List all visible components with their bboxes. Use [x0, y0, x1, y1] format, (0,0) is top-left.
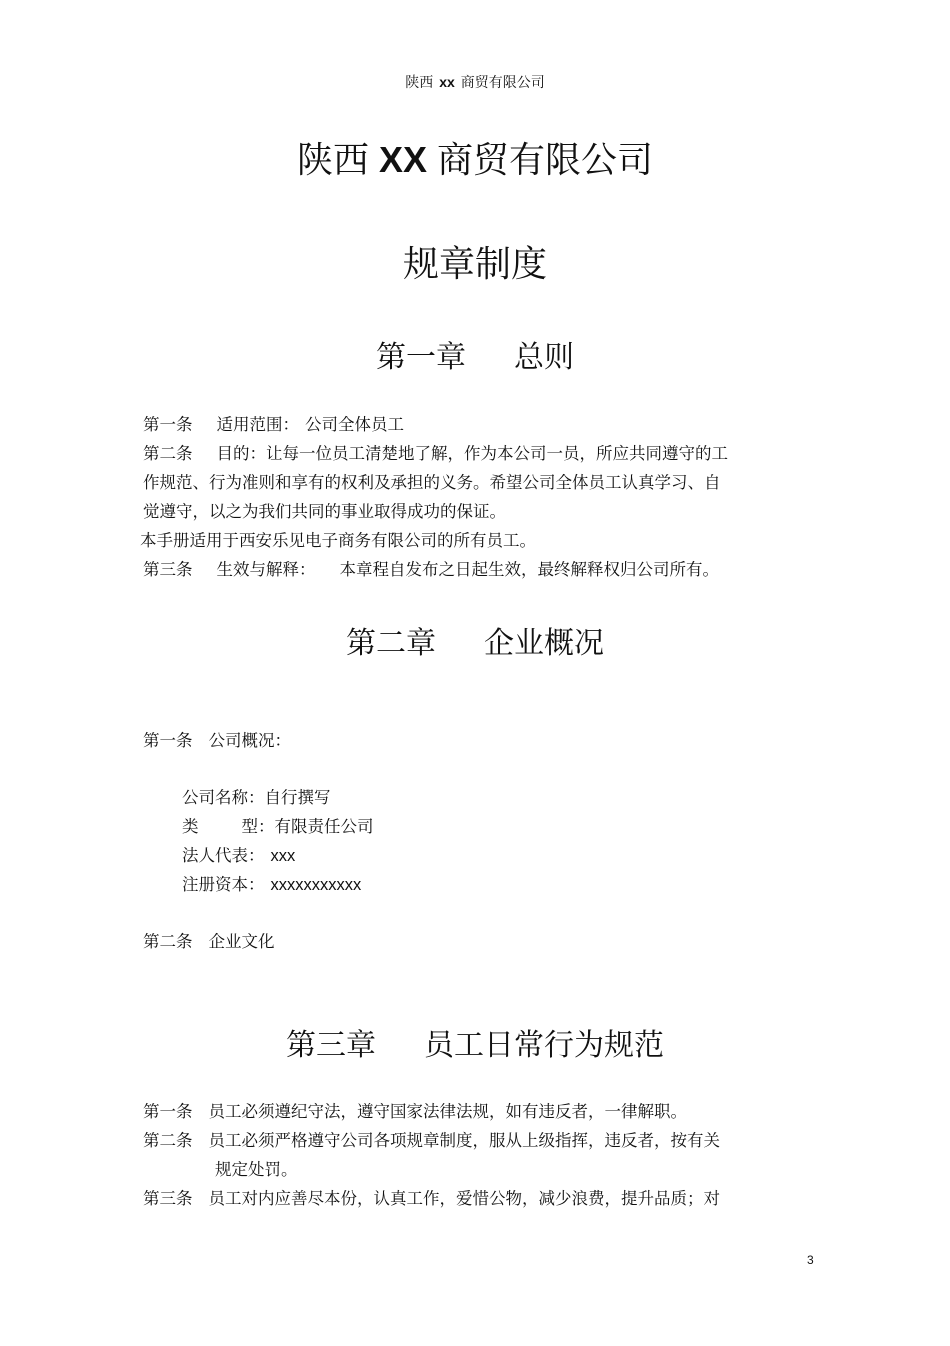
- header-prefix: 陕西: [405, 75, 434, 91]
- running-header: [0, 72, 950, 92]
- ch1-art3-label: 第三条: [143, 560, 193, 579]
- profile-rep-value: xxx: [270, 847, 296, 865]
- ch1-article-2-line-1: [143, 439, 728, 468]
- chapter-2-name: 企业概况: [484, 626, 604, 661]
- document-title: [0, 132, 950, 183]
- ch3-article-2: [143, 1126, 720, 1155]
- ch1-art3-value: 本章程自发布之日起生效，最终解释权归公司所有。: [339, 560, 719, 579]
- ch3-article-3: [143, 1184, 720, 1213]
- chapter-3-number: 第三章: [286, 1028, 376, 1063]
- ch1-art1-value: 公司全体员工: [305, 415, 404, 434]
- chapter-3-heading: [0, 1020, 950, 1064]
- ch3-art3-text: 员工对内应善尽本份，认真工作，爱惜公物，减少浪费，提升品质；对: [208, 1189, 720, 1208]
- ch3-art3-label: 第三条: [143, 1189, 193, 1208]
- chapter-3-name: 员工日常行为规范: [424, 1028, 664, 1063]
- ch3-art2-text-1: 员工必须严格遵守公司各项规章制度，服从上级指挥，违反者，按有关: [208, 1131, 720, 1150]
- profile-name-label: 公司名称：: [182, 788, 265, 807]
- ch2-art1-label: 第一条: [143, 731, 193, 750]
- profile-company-type: [182, 812, 374, 841]
- profile-rep-label: 法人代表：: [182, 846, 265, 865]
- profile-capital-label: 注册资本：: [182, 875, 265, 894]
- chapter-1-heading: [0, 332, 950, 376]
- ch2-article-2: [143, 927, 275, 956]
- profile-legal-representative: [182, 841, 295, 871]
- chapter-1-number: 第一章: [376, 340, 466, 375]
- ch1-scope-note: 本手册适用于西安乐见电子商务有限公司的所有员工。: [140, 531, 536, 550]
- chapter-2-heading: [0, 618, 950, 662]
- profile-capital-value: xxxxxxxxxxx: [270, 876, 362, 894]
- header-suffix: 商贸有限公司: [460, 75, 545, 91]
- document-subtitle: 规章制度: [402, 244, 547, 285]
- profile-type-label: 类型：: [182, 817, 275, 836]
- ch3-art1-text: 员工必须遵纪守法，遵守国家法律法规，如有违反者，一律解职。: [208, 1102, 687, 1121]
- profile-type-value: 有限责任公司: [274, 817, 374, 836]
- title-placeholder: XX: [378, 139, 428, 180]
- profile-name-value: 自行撰写: [264, 788, 331, 807]
- page-number: 3: [807, 1253, 814, 1267]
- ch1-art1-key: 适用范围：: [216, 415, 299, 434]
- ch2-article-1: [143, 726, 291, 755]
- profile-company-name: [182, 783, 331, 812]
- ch3-art1-label: 第一条: [143, 1102, 193, 1121]
- header-placeholder: xx: [439, 74, 455, 90]
- chapter-2-number: 第二章: [346, 626, 436, 661]
- ch1-art2-text-1: 目的：让每一位员工清楚地了解，作为本公司一员，所应共同遵守的工: [216, 444, 728, 463]
- ch2-art1-text: 公司概况：: [208, 731, 291, 750]
- chapter-1-name: 总则: [514, 340, 574, 375]
- title-prefix: 陕西: [296, 140, 369, 181]
- ch2-art2-text: 企业文化: [208, 932, 275, 951]
- ch3-art2-label: 第二条: [143, 1131, 193, 1150]
- title-suffix: 商贸有限公司: [437, 140, 654, 181]
- ch1-article-1: [143, 410, 404, 439]
- profile-registered-capital: [182, 870, 361, 900]
- ch1-art2-text-2: 作规范、行为准则和享有的权利及承担的义务。希望公司全体员工认真学习、自: [143, 473, 721, 492]
- ch1-art3-key: 生效与解释：: [216, 560, 316, 579]
- ch1-art2-label: 第二条: [143, 444, 193, 463]
- ch1-article-3: [143, 555, 719, 584]
- ch1-art2-text-3: 觉遵守，以之为我们共同的事业取得成功的保证。: [143, 502, 506, 521]
- ch1-art1-label: 第一条: [143, 415, 193, 434]
- ch3-article-1: [143, 1097, 687, 1126]
- ch2-art2-label: 第二条: [143, 932, 193, 951]
- ch3-art2-text-2: 规定处罚。: [215, 1160, 298, 1179]
